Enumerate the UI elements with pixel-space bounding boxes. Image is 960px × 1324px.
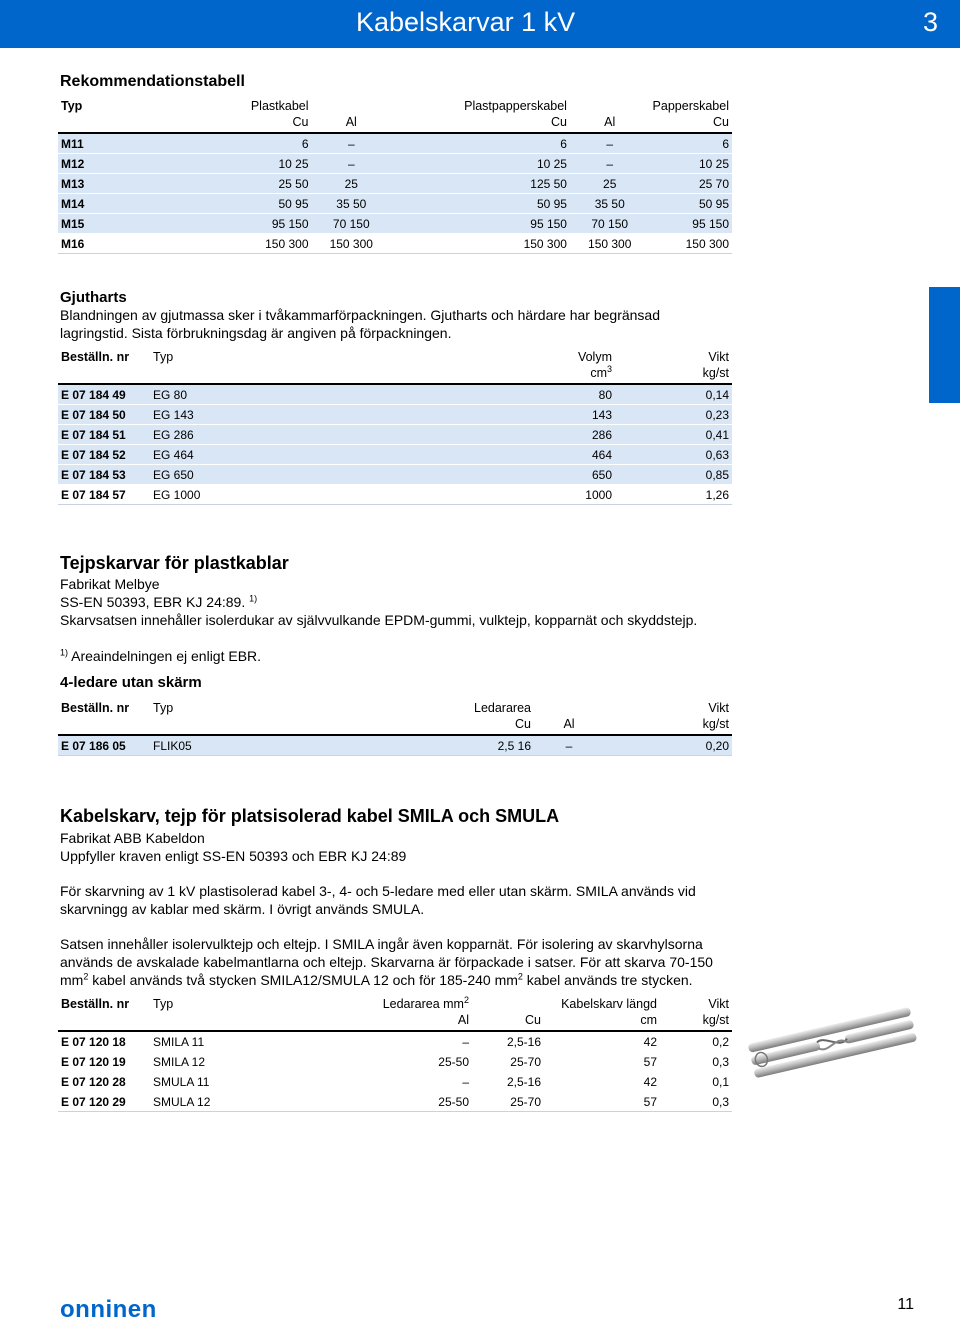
cell: EG 143 — [150, 405, 460, 425]
table-row — [58, 465, 732, 485]
cell: 2,5-16 — [472, 1072, 544, 1092]
gjut-h2-vikt-unit: kg/st — [615, 365, 732, 384]
smila-h2-kgst: kg/st — [660, 1012, 732, 1031]
cell: FLIK05 — [150, 735, 406, 756]
smila-header-row-1 — [58, 996, 732, 1012]
cell: 0,41 — [615, 425, 732, 445]
fyra-h-vikt: Vikt — [708, 701, 729, 715]
table-row — [58, 1072, 732, 1092]
cell: SMILA 12 — [150, 1052, 296, 1072]
cell: 80 — [460, 384, 615, 405]
cell: 0,63 — [615, 445, 732, 465]
unit-sup: 3 — [606, 363, 612, 374]
table-row — [58, 445, 732, 465]
rec-h-empty — [570, 98, 650, 114]
cell: – — [570, 133, 650, 154]
rec-h-papper: Papperskabel — [652, 99, 729, 113]
tejp-line-3: Skarvsatsen innehåller isolerdukar av självvulkande EPDM-gummi, vulktejp, kopparnät och skyddstejp. — [60, 612, 698, 628]
smila-table — [58, 996, 732, 1112]
chapter-number: 3 — [922, 7, 938, 37]
page-number: 11 — [897, 1296, 914, 1313]
cell: 150 300 — [570, 234, 650, 254]
cell: EG 1000 — [150, 485, 460, 505]
cell: 0,23 — [615, 405, 732, 425]
label: Ledararea mm — [382, 997, 464, 1011]
table-row — [58, 1031, 732, 1052]
gjut-header-row-1 — [58, 349, 732, 365]
cell: 0,2 — [660, 1031, 732, 1052]
cell: EG 286 — [150, 425, 460, 445]
rec-h-plastpapper: Plastpapperskabel — [464, 99, 567, 113]
rec-table — [58, 98, 732, 254]
cell: 6 — [127, 133, 311, 154]
gjut-table — [58, 349, 732, 505]
cell: 0,85 — [615, 465, 732, 485]
cell: EG 464 — [150, 445, 460, 465]
cell: 2,5-16 — [472, 1031, 544, 1052]
cell: – — [534, 735, 604, 756]
fyra-h-ledararea: Ledararea — [474, 701, 531, 715]
cell-bestnr: E 07 184 51 — [58, 425, 150, 445]
cell: 1000 — [460, 485, 615, 505]
fyra-heading: 4-ledare utan skärm — [60, 674, 202, 691]
cell-bestnr: E 07 120 28 — [58, 1072, 150, 1092]
text: kabel används tre stycken. — [522, 972, 693, 988]
fyra-h-typ: Typ — [153, 701, 174, 715]
superscript: 2 — [83, 971, 89, 982]
cell-bestnr: E 07 184 49 — [58, 384, 150, 405]
cell: 42 — [544, 1031, 660, 1052]
cell: 0,14 — [615, 384, 732, 405]
superscript: 2 — [517, 971, 523, 982]
cell-bestnr: E 07 184 50 — [58, 405, 150, 425]
cell: 42 — [544, 1072, 660, 1092]
cell: 25 — [312, 174, 392, 194]
cell: 1,26 — [615, 485, 732, 505]
cell: 10 25 — [391, 154, 570, 174]
smila-h2-empty — [58, 1012, 150, 1031]
cell-bestnr: E 07 120 19 — [58, 1052, 150, 1072]
superscript: 2 — [463, 994, 469, 1005]
cell: – — [312, 154, 392, 174]
cell: 35 50 — [312, 194, 392, 214]
smila-header-row-2 — [58, 1012, 732, 1031]
gjut-h-bestnr: Beställn. nr — [61, 350, 130, 364]
cell: SMULA 11 — [150, 1072, 296, 1092]
smila-para-1b: skarvningg av kablar med skärm. I övrigt används SMULA. — [60, 901, 425, 917]
cell: 286 — [460, 425, 615, 445]
cell-bestnr: E 07 120 18 — [58, 1031, 150, 1052]
cell: – — [296, 1031, 472, 1052]
table-row — [58, 194, 732, 214]
table-row — [58, 174, 732, 194]
smila-h-langd: Kabelskarv längd — [561, 997, 657, 1011]
footnote-ref: 1) — [249, 593, 258, 604]
fyra-h2-vikt-unit: kg/st — [604, 716, 732, 735]
tejp-line-2 — [60, 593, 257, 611]
page-title: Kabelskarvar 1 kV — [356, 7, 576, 37]
rec-heading: Rekommendationstabell — [60, 73, 245, 90]
cell: 2,5 16 — [406, 735, 534, 756]
cell: 25-70 — [472, 1092, 544, 1112]
cell: 10 25 — [650, 154, 733, 174]
cell: SMILA 11 — [150, 1031, 296, 1052]
cable-splice-image — [748, 995, 918, 1095]
cell: EG 650 — [150, 465, 460, 485]
table-row — [58, 154, 732, 174]
cell: 57 — [544, 1052, 660, 1072]
cell: 25 — [570, 174, 650, 194]
gjut-h-volym: Volym — [577, 350, 612, 364]
rec-header-row-1 — [58, 98, 732, 114]
smila-para-2b: används de avskalade kabelmantlarna och eltejp. Skarvarna är förpackade i satser. För att skarva 70-150 — [60, 954, 713, 970]
rec-h-typ: Typ — [61, 99, 83, 113]
rec-h2-cu: Cu — [127, 114, 311, 133]
rec-h2-al: Al — [570, 114, 650, 133]
fyra-h2-cu: Cu — [406, 716, 534, 735]
smila-h2-cm: cm — [544, 1012, 660, 1031]
cell: EG 80 — [150, 384, 460, 405]
smila-h-bestnr: Beställn. nr — [61, 997, 130, 1011]
cell: 25 70 — [650, 174, 733, 194]
cell: 35 50 — [570, 194, 650, 214]
gjut-h2-volym-unit — [460, 365, 615, 384]
gjut-text-2: lagringstid. Sista förbrukningsdag är angiven på förpackningen. — [60, 325, 452, 341]
table-row — [58, 405, 732, 425]
cell: – — [296, 1072, 472, 1092]
cell-typ: M11 — [58, 133, 127, 154]
cell: – — [570, 154, 650, 174]
tejp-footnote — [60, 647, 261, 665]
rec-header-row-2 — [58, 114, 732, 133]
tejp-line-1: Fabrikat Melbye — [60, 576, 160, 592]
cell: 6 — [391, 133, 570, 154]
cell: 50 95 — [391, 194, 570, 214]
fyra-h-bestnr: Beställn. nr — [61, 701, 130, 715]
cell: 95 150 — [391, 214, 570, 234]
smila-h-empty — [472, 996, 544, 1012]
table-row — [58, 425, 732, 445]
cell: 650 — [460, 465, 615, 485]
rec-h2-cu: Cu — [650, 114, 733, 133]
cell: 150 300 — [650, 234, 733, 254]
gjut-h2-empty — [150, 365, 460, 384]
text: kabel används två stycken SMILA12/SMULA 12 och för 185-240 mm — [88, 972, 518, 988]
table-row — [58, 234, 732, 254]
rec-h2-cu: Cu — [391, 114, 570, 133]
onninen-logo: onninen — [60, 1296, 157, 1323]
footnote-text: Areaindelningen ej enligt EBR. — [71, 648, 262, 664]
cell: 95 150 — [127, 214, 311, 234]
cell: 6 — [650, 133, 733, 154]
table-row — [58, 1092, 732, 1112]
cell-bestnr: E 07 184 52 — [58, 445, 150, 465]
side-tab-marker — [929, 287, 960, 403]
gjut-text-1: Blandningen av gjutmassa sker i tvåkammarförpackningen. Gjutharts och härdare har begränsad — [60, 307, 660, 323]
tejp-heading: Tejpskarvar för plastkablar — [60, 553, 289, 573]
cell: 125 50 — [391, 174, 570, 194]
cell-typ: M15 — [58, 214, 127, 234]
fyra-header-row-2 — [58, 716, 732, 735]
table-row — [58, 384, 732, 405]
cell: 70 150 — [570, 214, 650, 234]
cell: 150 300 — [127, 234, 311, 254]
rec-rows — [58, 133, 732, 254]
fyra-table — [58, 700, 732, 756]
smila-h2-cu: Cu — [472, 1012, 544, 1031]
cell-bestnr: E 07 184 53 — [58, 465, 150, 485]
cell: 95 150 — [650, 214, 733, 234]
smila-heading: Kabelskarv, tejp för platsisolerad kabel SMILA och SMULA — [60, 806, 560, 826]
gjut-h-vikt: Vikt — [708, 350, 729, 364]
cell-typ: M13 — [58, 174, 127, 194]
smila-h-vikt: Vikt — [708, 997, 729, 1011]
cell-typ: M16 — [58, 234, 127, 254]
smila-line-2: Uppfyller kraven enligt SS-EN 50393 och EBR KJ 24:89 — [60, 848, 407, 864]
cell: 150 300 — [312, 234, 392, 254]
fyra-h2-al: Al — [534, 716, 604, 735]
gjut-heading: Gjutharts — [60, 289, 127, 306]
cell-typ: M12 — [58, 154, 127, 174]
page-header — [0, 0, 960, 48]
fyra-h-empty — [534, 700, 604, 716]
cell: 25-50 — [296, 1052, 472, 1072]
cell: 50 95 — [127, 194, 311, 214]
tejp-standard: SS-EN 50393, EBR KJ 24:89. — [60, 594, 246, 610]
smila-h2-empty — [150, 1012, 296, 1031]
rec-h-plast: Plastkabel — [250, 99, 309, 113]
cell: 0,3 — [660, 1092, 732, 1112]
fyra-h2-empty — [150, 716, 406, 735]
table-row — [58, 735, 732, 756]
cell: 0,20 — [604, 735, 732, 756]
cell: 57 — [544, 1092, 660, 1112]
cell: 50 95 — [650, 194, 733, 214]
smila-line-1: Fabrikat ABB Kabeldon — [60, 830, 205, 846]
cell-bestnr: E 07 186 05 — [58, 735, 150, 756]
cell: 143 — [460, 405, 615, 425]
cell: – — [312, 133, 392, 154]
cell: 0,3 — [660, 1052, 732, 1072]
cell-bestnr: E 07 184 57 — [58, 485, 150, 505]
cell: 25-70 — [472, 1052, 544, 1072]
table-row — [58, 133, 732, 154]
gjut-header-row-2 — [58, 365, 732, 384]
cell: SMULA 12 — [150, 1092, 296, 1112]
gjut-h2-empty — [58, 365, 150, 384]
gjut-h-typ: Typ — [153, 350, 174, 364]
smila-para-2c — [60, 971, 693, 989]
footnote-marker: 1) — [60, 647, 69, 658]
rec-h2-al: Al — [312, 114, 392, 133]
cell: 25 50 — [127, 174, 311, 194]
cell: 150 300 — [391, 234, 570, 254]
cell: 10 25 — [127, 154, 311, 174]
unit-cm: cm — [590, 366, 607, 380]
smila-h-typ: Typ — [153, 997, 174, 1011]
cell-typ: M14 — [58, 194, 127, 214]
cell: 464 — [460, 445, 615, 465]
table-row — [58, 1052, 732, 1072]
cell: 70 150 — [312, 214, 392, 234]
smila-para-1a: För skarvning av 1 kV plastisolerad kabel 3-, 4- och 5-ledare med eller utan skärm. SMILA används vid — [60, 883, 696, 899]
cell: 0,1 — [660, 1072, 732, 1092]
table-row — [58, 214, 732, 234]
fyra-h2-empty — [58, 716, 150, 735]
smila-para-2a: Satsen innehåller isolervulktejp och eltejp. I SMILA ingår även kopparnät. För isolering av skarvhylsorna — [60, 936, 703, 952]
table-row — [58, 485, 732, 505]
fyra-header-row-1 — [58, 700, 732, 716]
rec-h2-empty — [58, 114, 127, 133]
text: mm — [60, 972, 84, 988]
cell-bestnr: E 07 120 29 — [58, 1092, 150, 1112]
smila-h2-al: Al — [296, 1012, 472, 1031]
rec-h-empty — [312, 98, 392, 114]
smila-h-ledararea — [296, 996, 472, 1012]
cell: 25-50 — [296, 1092, 472, 1112]
